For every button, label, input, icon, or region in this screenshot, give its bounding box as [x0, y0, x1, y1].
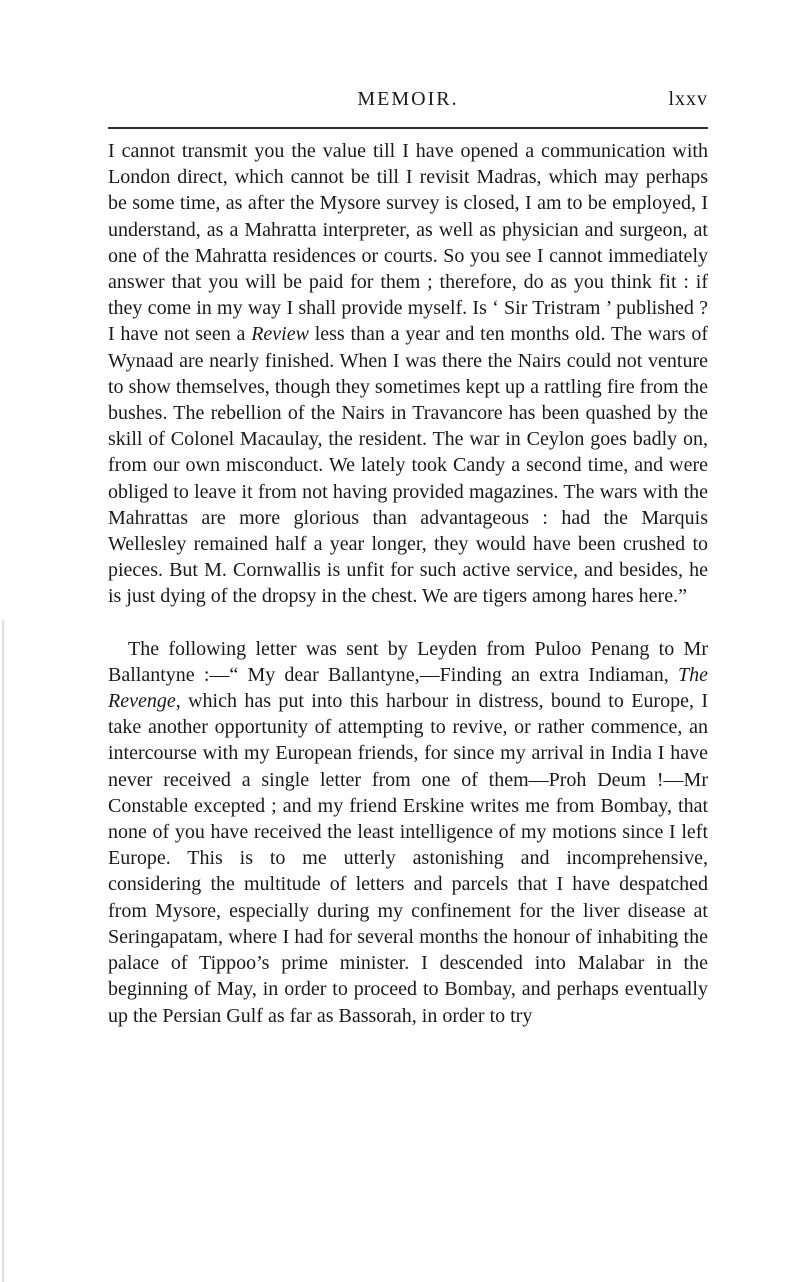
italic-title-review: Review — [251, 323, 309, 346]
body-text — [108, 138, 708, 1029]
text-segment: I cannot transmit you the value till I have opened a communication with London direct, which cannot be till I revisit Madras, which may perhaps be some time, as after the Mysore survey is closed, I am to be employed, I understand, as a Mahratta interpreter, as well as physician and surgeon, at one of the Mahratta residences or courts. So you see I cannot immediately answer that you will be paid for them ; therefore, do as you think fit : if they come in my way I shall provide myself. Is ‘ Sir Tristram ’ published ? I have not seen a — [108, 140, 708, 346]
running-head — [108, 88, 708, 112]
header-rule — [108, 127, 708, 129]
paragraph-letter-continuation — [108, 138, 708, 610]
text-segment: less than a year and ten months old. The wars of Wynaad are nearly finished. When I was there the Nairs could not venture to show themselves, though they sometimes kept up a rattling fire from the bushes. The rebellion of the Nairs in Travancore has been quashed by the skill of Colonel Macaulay, the resident. The war in Ceylon goes badly on, from our own misconduct. We lately took Candy a second time, and were obliged to leave it from not having provided magazines. The wars with the Mahrattas are more glorious than advantageous : had the Marquis Wellesley remained half a year longer, they would have been crushed to pieces. But M. Cornwallis is unfit for such active service, and besides, he is just dying of the dropsy in the chest. We are tigers among hares here.” — [108, 323, 708, 608]
page-number: lxxv — [668, 88, 708, 110]
text-segment: The following letter was sent by Leyden from Puloo Penang to Mr Ballantyne :—“ My dear Ballantyne,—Finding an extra Indiaman, — [108, 637, 708, 686]
running-title: MEMOIR. — [357, 88, 459, 110]
text-segment: , which has put into this harbour in distress, bound to Europe, I take another opportunity of attempting to revive, or rather commence, an intercourse with my European friends, for since my arrival in India I have never received a single letter from one of them—Proh Deum !—Mr Constable excepted ; and my friend Erskine writes me from Bombay, that none of you have received the least intelligence of my motions since I left Europe. This is to me utterly astonishing and incomprehensive, considering the multitude of letters and parcels that I have despatched from Mysore, especially during my confinement for the liver disease at Seringapatam, where I had for several months the honour of inhabiting the palace of Tippoo’s prime minister. I descended into Malabar in the beginning of May, in order to proceed to Bombay, and perhaps eventually up the Persian Gulf as far as Bassorah, in order to try — [108, 690, 708, 1027]
italic-ship-name: The Revenge — [108, 663, 708, 713]
page-edge-shadow — [2, 620, 5, 1282]
paragraph-ballantyne-letter — [108, 636, 708, 1029]
